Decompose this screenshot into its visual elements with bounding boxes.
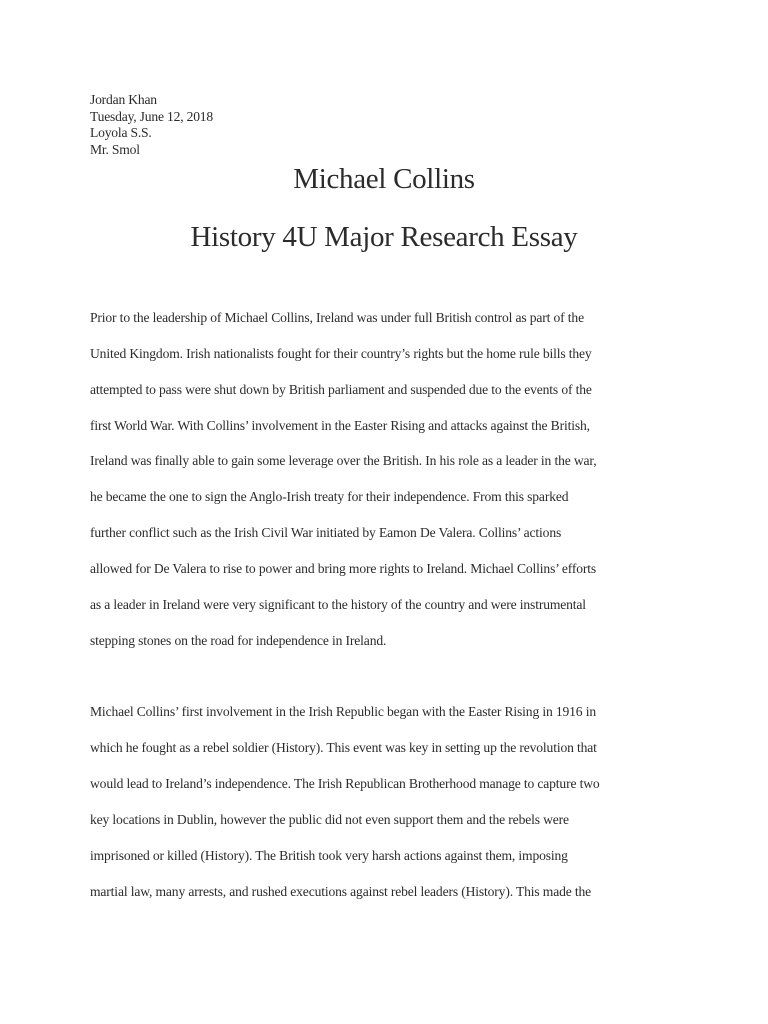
essay-header [90, 92, 213, 158]
essay-title: Michael Collins [293, 163, 475, 195]
text-line: would lead to Ireland’s independence. The Irish Republican Brotherhood manage to capture two [90, 776, 600, 791]
essay-date: Tuesday, June 12, 2018 [90, 108, 213, 124]
text-line: which he fought as a rebel soldier (History). This event was key in setting up the revolution that [90, 740, 597, 755]
text-line: he became the one to sign the Anglo-Irish treaty for their independence. From this sparked [90, 489, 569, 504]
teacher-name: Mr. Smol [90, 141, 140, 157]
text-line: Prior to the leadership of Michael Collins, Ireland was under full British control as part of the [90, 310, 584, 325]
essay-subtitle: History 4U Major Research Essay [190, 221, 578, 253]
text-line: Michael Collins’ first involvement in the Irish Republic began with the Easter Rising in 1916 in [90, 704, 596, 719]
text-line: key locations in Dublin, however the public did not even support them and the rebels were [90, 812, 569, 827]
text-line: imprisoned or killed (History). The British took very harsh actions against them, imposing [90, 848, 568, 863]
text-line: United Kingdom. Irish nationalists fought for their country’s rights but the home rule bills they [90, 346, 592, 361]
school-name: Loyola S.S. [90, 125, 152, 140]
text-line: martial law, many arrests, and rushed executions against rebel leaders (History). This made the [90, 884, 592, 899]
author-name: Jordan Khan [90, 92, 157, 107]
text-line: stepping stones on the road for independence in Ireland. [90, 633, 387, 648]
text-line: first World War. With Collins’ involvement in the Easter Rising and attacks against the British, [90, 418, 590, 433]
text-line: further conflict such as the Irish Civil War initiated by Eamon De Valera. Collins’ actions [90, 525, 562, 540]
text-line: allowed for De Valera to rise to power and bring more rights to Ireland. Michael Collins’ efforts [90, 561, 597, 576]
text-line: Ireland was finally able to gain some leverage over the British. In his role as a leader in the war, [90, 453, 597, 468]
text-line: attempted to pass were shut down by British parliament and suspended due to the events of the [90, 382, 592, 397]
text-line: as a leader in Ireland were very significant to the history of the country and were instrumental [90, 597, 586, 612]
